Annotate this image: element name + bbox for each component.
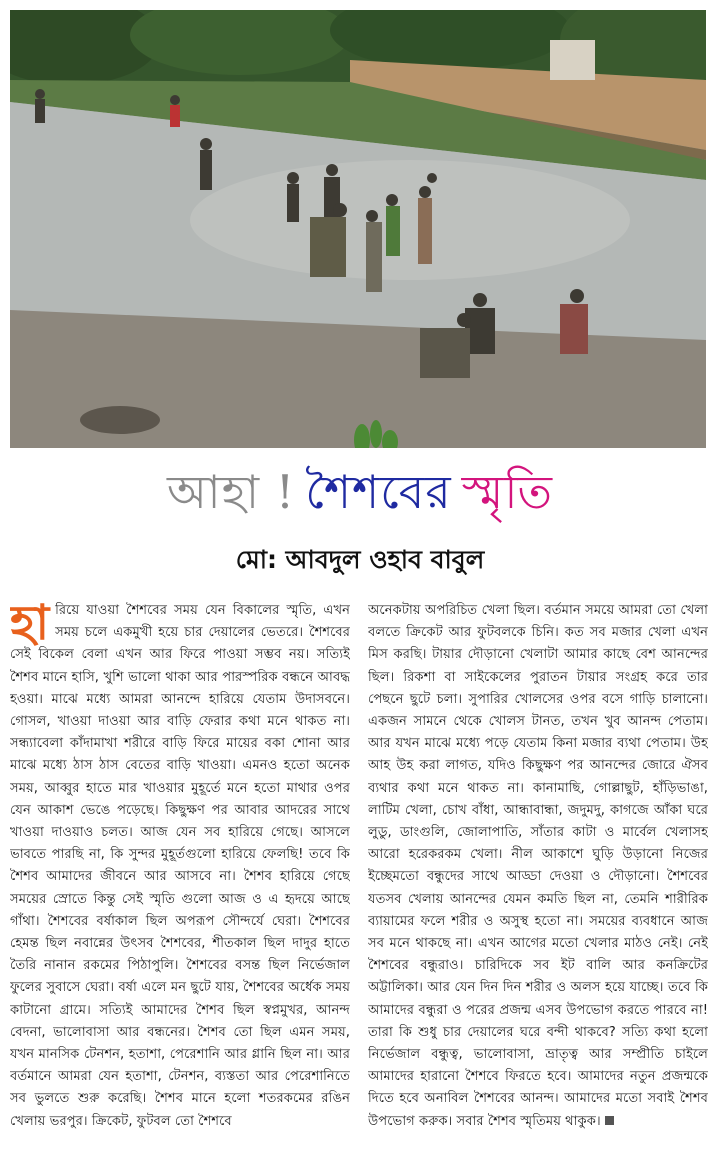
byline: মো: আবদুল ওহাব বাবুল [235,545,485,574]
headline [0,462,720,522]
article-column-left [10,600,350,1148]
article-column-right [368,600,708,1148]
article-text-left: রিয়ে যাওয়া শৈশবের সময় যেন বিকালের স্মৃতি, এখন সময় চলে একমুখী হয়ে চার দেয়ালের ভেতরে। শৈশবের সেই বিকেল বেলা এখন আর ফিরে পাওয়া সম্ভব নয়। সত্যিই শৈশব মানে হাসি, খুশি ভালো থাকা আর পারস্পরিক বন্ধনে আবদ্ধ হওয়া। মাঝে মধ্যে আমরা আনন্দে হারিয়ে যেতাম উদাসবনে। গোসল, খাওয়া দাওয়া আর বাড়ি ফেরার কথা মনে থাকত না। সন্ধ্যাবেলা কাঁদামাখা শরীরে বাড়ি ফিরে মায়ের বকা শোনা আর মাঝে মধ্যে ঠাস ঠাস বেতের বাড়ি খাওয়া। এমনও হতো অনেক সময়, আব্বুর হাতে মার খাওয়ার মুহূর্তে মনে হতো মাথার ওপর যেন আকাশ ভেঙে পড়েছে। কিছুক্ষণ পর আবার আদরের সাথে খাওয়া দাওয়াও চলত। আজ যেন সব হারিয়ে গেছে। আসলে ভাবতে পারছি না, কি সুন্দর মুহূর্তগুলো হারিয়ে ফেলছি! তবে কি শৈশব আমাদের জীবনে আর আসবে না। শৈশব হারিয়ে গেছে সময়ের স্রোতে কিন্তু সেই স্মৃতি গুলো আজ ও এ হৃদয়ে আছে গাঁথা। শৈশবের বর্ষাকাল ছিল অপরূপ সৌন্দর্যে ঘেরা। শৈশবের হেমন্ত ছিল নবান্নের উৎসব শৈশবের, শীতকাল ছিল দাদুর হাতে তৈরি নানান রকমের পিঠাপুলি। শৈশবের বসন্ত ছিল নির্ভেজাল ফুলের সুবাসে ঘেরা। বর্ষা এলে মন ছুটে যায়, শৈশবের অর্ধেক সময় কাটানো গ্রামে। সত্যিই আমাদের শৈশব ছিল স্বপ্নমুখর, আনন্দ বেদনা, ভালোবাসা আর বন্ধনের। শৈশব তো ছিল এমন সময়, যখন মানসিক টেনশন, হতাশা, পেরেশানি আর গ্লানি ছিল না। আর বর্তমানে আমরা যেন হতাশা, টেনশন, ব্যস্ততা আর পেরেশানিতে সব ভুলতে শুরু করেছি। শৈশব মানে হলো শতরকমের রঙিন খেলায় ভরপুর। ক্রিকেট, ফুটবল তো শৈশবে [10,603,350,1129]
article-photo [10,10,706,448]
photo-children-playing-in-mud-icon [10,10,706,448]
article-text-right: অনেকটায় অপরিচিত খেলা ছিল। বর্তমান সময়ে আমরা তো খেলা বলতে ক্রিকেট আর ফুটবলকে চিনি। কত সব মজার খেলা এখন মিস করছি। টায়ার দৌড়ানো খেলাটা আমার কাছে বেশ আনন্দের ছিল। রিকশা বা সাইকেলের পুরাতন টায়ার সংগ্রহ করে তার পেছনে ছুটে চলা। সুপারির খোলসের ওপর বসে গাড়ি চালানো। একজন সামনে থেকে খোলস টানত, তখন খুব আনন্দ পেতাম। আর যখন মাঝে মধ্যে পড়ে যেতাম কিনা মজার ব্যথা পেতাম। উহ আহ উহ করা লাগত, যদিও কিছুক্ষণ পর আনন্দের জোরে ঐসব ব্যথার কথা মনে থাকত না। কানামাছি, গোল্লাছুট, হাঁড়িভাঙা, লাটিম খেলা, চোখ বাঁধা, আন্ধাবান্ধা, জদুমদু, কাগজে আঁকা ঘরে লুডু, ডাংগুলি, জোলাপাতি, সাঁতার কাটা ও মার্বেল খেলাসহ আরো হরেকরকম খেলা। নীল আকাশে ঘুড়ি উড়ানো নিজের ইচ্ছেমতো বন্ধুদের সাথে আড্ডা দেওয়া ও দৌড়ানো। শৈশবের যতসব খেলায় আনন্দের যেমন কমতি ছিল না, তেমনি শারীরিক ব্যায়ামের ফলে শরীর ও অসুস্থ হতো না। সময়ের ব্যবধানে আজ সব মনে থাকছে না। এখন আগের মতো খেলার মাঠও নেই। নেই শৈশবের বন্ধুরাও। চারিদিকে সব ইট বালি আর কনক্রিটের অট্টালিকা। আর যেন দিন দিন শরীর ও অলস হয়ে যাচ্ছে। তবে কি আমাদের বন্ধুরা ও পরের প্রজন্ম এসব উপভোগ করতে পারবে না! তারা কি শুধু চার দেয়ালের ঘরে বন্দী থাকবে? সত্যি কথা হলো নির্ভেজাল বন্ধুত্ব, ভালোবাসা, ভ্রাতৃত্ব আর সম্প্রীতি চাইলে আমাদের হারানো শৈশবে ফিরতে হবে। আমাদের নতুন প্রজন্মকে দিতে হবে অনাবিল শৈশবের আনন্দ। আমাদের মতো সবাই শৈশব উপভোগ করুক। সবার শৈশব স্মৃতিময় থাকুক। [368,603,708,1129]
headline-part-smriti: স্মৃতি [461,465,554,519]
end-mark-icon [605,1116,614,1125]
drop-cap: হা [10,600,50,651]
headline-part-shoishober: শৈশবের [305,465,452,519]
headline-part-aha: আহা ! [166,465,296,519]
